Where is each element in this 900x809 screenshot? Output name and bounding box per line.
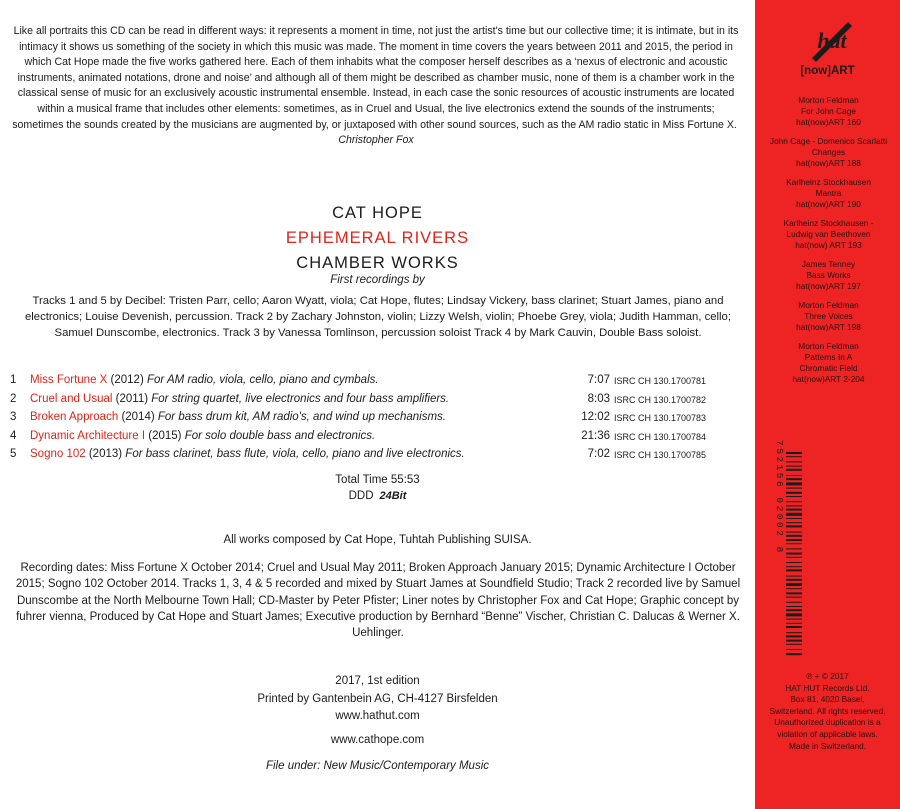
barcode-bar: [786, 623, 802, 624]
first-recordings-heading: First recordings by: [330, 274, 425, 286]
barcode-bar: [786, 539, 802, 541]
track-row: [10, 411, 750, 430]
barcode-bar: [786, 548, 802, 549]
barcode-bar: [786, 597, 802, 598]
track-number: 4: [10, 429, 17, 442]
liner-note-intro: [12, 24, 740, 149]
barcode-bar: [786, 635, 802, 637]
barcode-bar: [786, 461, 802, 462]
track-isrc: ISRC CH 130.1700784: [614, 431, 707, 442]
track-title: Dynamic Architecture I: [30, 429, 146, 442]
track-duration: 8:03: [587, 392, 610, 405]
catalog-item: James Tenney Bass Works hat(now)ART 197: [796, 259, 861, 291]
barcode-bar: [786, 543, 802, 544]
track-year: (2014): [121, 411, 155, 423]
printer-text: Printed by Gantenbein AG, CH-4127 Birsfelden: [257, 692, 498, 705]
track-row: [10, 430, 750, 449]
barcode-bar: [786, 535, 802, 537]
hat-logo-icon: [808, 18, 856, 62]
track-isrc: ISRC CH 130.1700783: [614, 413, 707, 423]
track-description: For solo double bass and electronics.: [184, 429, 376, 442]
album-titles: [0, 201, 755, 276]
barcode-bar: [786, 566, 802, 567]
performers-text: Tracks 1 and 5 by Decibel: Tristen Parr, cello; Aaron Wyatt, viola; Cat Hope, flutes; Lindsay Vickery, bass clarinet; Stuart James, piano and electronics; Louise Devenish, percussion. Track 2 by Zachary Johnston, violin; Lizzy Welsh, violin; Phoebe Grey, viola; Judith Hamman, cello; Samuel Dunscombe, electronics. Track 3 by Vanessa Tomlinson, percussion soloist Track 4 by Mark Cauvin, Double Bass soloist.: [25, 295, 731, 340]
album-title: EPHEMERAL RIVERS: [285, 229, 470, 247]
barcode-bar: [786, 505, 802, 506]
track-duration: 7:02: [587, 448, 610, 460]
catalog-item: Morton Feldman Patterns In A Chromatic Field hat(now)ART 2-204: [792, 341, 865, 384]
composer-credit: All works composed by Cat Hope, Tuhtah Publishing SUISA.: [223, 534, 532, 546]
catalog-list: [762, 95, 895, 393]
barcode-bar: [786, 513, 802, 516]
barcode-bars: [786, 452, 802, 655]
edition-text: 2017, 1st edition: [335, 675, 420, 687]
catalog-item: Morton Feldman For John Cage hat(now)ART 160: [796, 95, 861, 127]
track-description: For AM radio, viola, cello, piano and cymbals.: [146, 374, 379, 386]
barcode-bar: [786, 632, 802, 633]
barcode-bar: [786, 579, 802, 581]
track-row: [10, 393, 750, 412]
barcode-bar: [786, 640, 802, 642]
track-description: For string quartet, live electronics and four bass amplifiers.: [151, 392, 450, 405]
catalog-item: Karlheinz Stockhausen Mantra hat(now)ART 190: [786, 177, 871, 209]
track-description: For bass drum kit, AM radio's, and wind up mechanisms.: [157, 411, 446, 423]
barcode-bar: [786, 475, 802, 476]
track-duration: 21:36: [581, 429, 610, 442]
track-row: [10, 374, 750, 393]
track-title: Miss Fortune X: [30, 374, 108, 386]
series-label: [now]ART: [800, 65, 855, 77]
intro-text: Like all portraits this CD can be read in different ways: it represents a moment in time, not just the artist's time but our collective time; it is intimate, but in its intimacy it shows us something of the society in which this music was made. The moment in time covers the years between 2011 and 2015, the period in which Cat Hope made the five works gathered here. Each of them inhabits what the composer herself describes as a ‘nexus of electronic and acoustic instruments, animated notations, drone and noise’ and although all of them might be described as chamber music, none of them is a chamber work in the classical sense of music for an exclusively acoustic instrumental ensemble. Instead, in each case the sonic resources of acoustic instruments are located within a musical frame that includes other elements: sometimes, as in Cruel and Usual, the live electronics extend the sounds of the instruments; sometimes the sounds created by the musicians are augmented by, or juxtaposed with other sound sources, such as the AM radio static in Miss Fortune X.: [12, 25, 739, 131]
track-isrc: ISRC CH 130.1700785: [614, 450, 707, 460]
edition-block: [0, 673, 755, 726]
barcode-bar: [786, 553, 802, 555]
barcode-bar: [786, 492, 802, 494]
barcode-bar: [786, 456, 802, 457]
catalog-item: John Cage - Domenico Scarlatti Changes hat(now)ART 188: [769, 136, 888, 168]
barcode-bar: [786, 469, 802, 471]
barcode-bar: [786, 488, 802, 489]
track-list: [10, 374, 750, 467]
total-time-block: [0, 472, 755, 504]
barcode-number: 752156 02002 8: [774, 440, 785, 555]
track-title: Cruel and Usual: [30, 392, 113, 405]
logo-text: hat: [817, 28, 847, 53]
track-year: (2011): [115, 392, 149, 405]
production-credits: Recording dates: Miss Fortune X October 2014; Cruel and Usual May 2011; Broken Approach January 2015; Dynamic Architecture I October 2015; Sogno 102 October 2014. Tracks 1, 3, 4 & 5 recorded and mixed by Stuart James at Soundfield Studio; Track 2 recorded live by Samuel Dunscombe at the North Melbourne Town Hall; CD-Master by Peter Pfister; Liner notes by Christopher Fox and Cat Hope; Graphic concept by fuhrer vienna, Produced by Cat Hope and Stuart James; Executive production by Bernhard “Benne” Vischer, Christian C. Dalucas & Werner X. Uehlinger.: [15, 562, 741, 640]
barcode-bar: [786, 583, 802, 586]
barcode-bar: [786, 562, 802, 563]
barcode-bar: [786, 609, 802, 611]
catalog-item: Karlheinz Stockhausen - Ludwig van Beethoven hat(now) ART 193: [783, 218, 874, 250]
barcode-bar: [786, 452, 802, 454]
track-isrc: ISRC CH 130.1700781: [614, 376, 707, 386]
barcode-bar: [786, 518, 802, 519]
track-year: (2013): [88, 448, 123, 460]
barcode-bar: [786, 613, 802, 616]
intro-author: Christopher Fox: [338, 134, 414, 147]
barcode-bar: [786, 626, 802, 628]
barcode-bar: [786, 592, 802, 594]
track-number: 5: [10, 448, 17, 460]
track-duration: 12:02: [581, 411, 610, 423]
file-under-text: File under: New Music/Contemporary Music: [265, 760, 490, 772]
barcode-bar: [786, 606, 802, 607]
barcode-bar: [786, 522, 802, 523]
barcode-bar: [786, 532, 802, 533]
barcode-bar: [786, 653, 802, 655]
track-number: 1: [10, 374, 17, 386]
track-row: [10, 448, 750, 467]
barcode-bar: [786, 501, 802, 502]
24bit-logo: 24Bit: [379, 490, 407, 502]
barcode-bar: [786, 466, 802, 467]
barcode-bar: [786, 496, 802, 497]
cathope-link[interactable]: www.cathope.com: [330, 734, 425, 746]
track-isrc: ISRC CH 130.1700782: [614, 394, 707, 405]
track-year: (2012): [110, 374, 144, 386]
catalog-item: Morton Feldman Three Voices hat(now)ART 198: [796, 300, 861, 332]
barcode-bar: [786, 557, 802, 558]
barcode: [772, 440, 802, 665]
barcode-bar: [786, 649, 802, 650]
artist-name: CAT HOPE: [332, 204, 423, 222]
track-year: (2015): [148, 429, 182, 442]
barcode-bar: [786, 569, 802, 571]
barcode-bar: [786, 576, 802, 577]
track-description: For bass clarinet, bass flute, viola, cello, piano and live electronics.: [125, 448, 465, 460]
track-title: Broken Approach: [30, 411, 119, 423]
barcode-bar: [786, 525, 802, 527]
track-title: Sogno 102: [30, 448, 86, 460]
track-number: 3: [10, 411, 17, 423]
ddd-code: DDD: [348, 490, 374, 502]
barcode-bar: [786, 602, 802, 603]
barcode-bar: [786, 588, 802, 589]
track-duration: 7:07: [587, 374, 610, 386]
copyright-block: ℗ + © 2017 HAT HUT Records Ltd. Box 81, 4020 Basel, Switzerland. All rights reserved. Unauthorized duplication is a violation of applicable laws. Made in Switzerland.: [769, 671, 886, 751]
total-time: Total Time 55:53: [335, 474, 420, 486]
barcode-bar: [786, 619, 802, 620]
barcode-bar: [786, 482, 802, 485]
barcode-bar: [786, 478, 802, 480]
barcode-bar: [786, 644, 802, 645]
track-number: 2: [10, 392, 17, 405]
album-subtitle: CHAMBER WORKS: [296, 254, 459, 272]
hathut-link[interactable]: www.hathut.com: [335, 710, 420, 722]
barcode-bar: [786, 509, 802, 511]
